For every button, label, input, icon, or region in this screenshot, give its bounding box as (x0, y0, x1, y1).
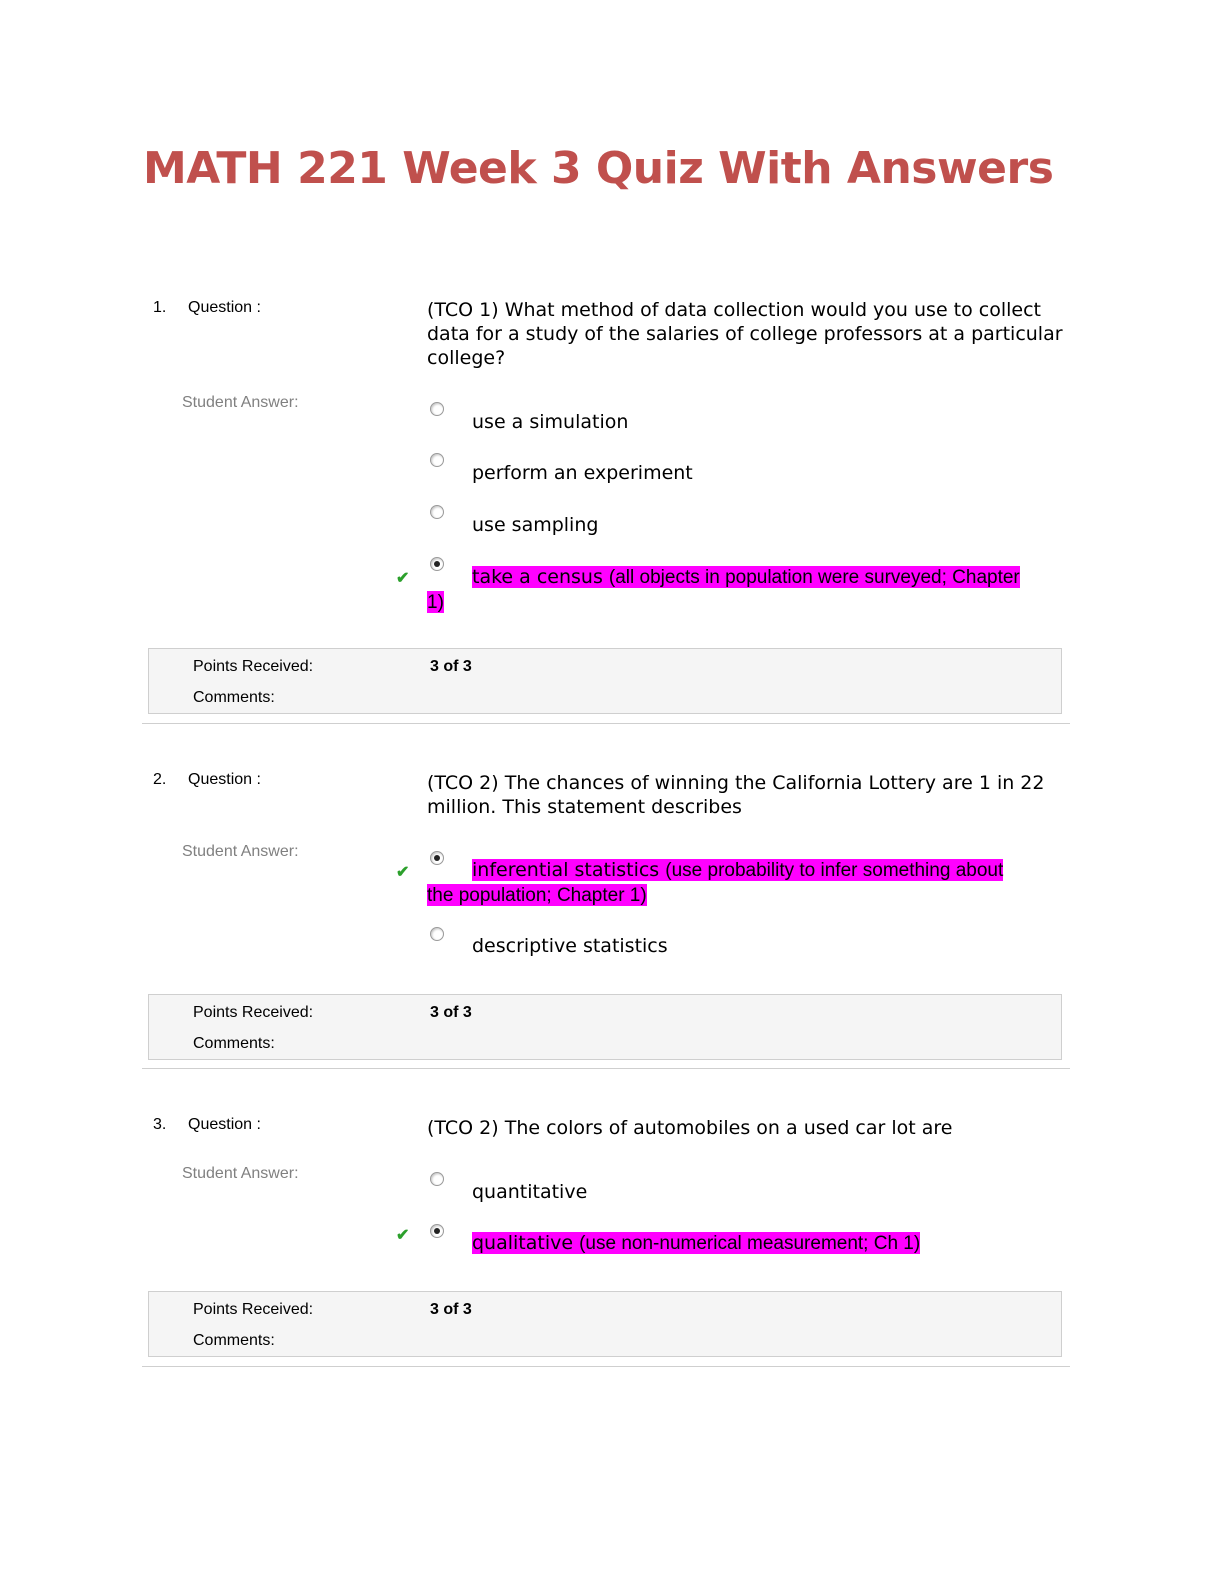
question-label: Question : (188, 1116, 261, 1133)
correct-check-icon: ✔ (396, 1227, 410, 1244)
points-received-value: 3 of 3 (430, 1004, 472, 1021)
question-number: 1. (153, 299, 167, 316)
option-text-correct (427, 1231, 1027, 1256)
question-label: Question : (188, 299, 261, 316)
student-answer-label: Student Answer: (182, 1165, 299, 1182)
option-text: quantitative (472, 1181, 588, 1203)
correct-answer-highlight (427, 859, 1003, 906)
points-received-label: Points Received: (193, 658, 314, 675)
comments-label: Comments: (193, 689, 275, 706)
option-text: use sampling (472, 514, 599, 536)
question-text: (TCO 1) What method of data collection would you use to collect data for a study of the salaries of college professors at a particular college? (427, 299, 1063, 369)
points-box (148, 648, 1062, 714)
correct-check-icon: ✔ (396, 864, 410, 881)
points-received-label: Points Received: (193, 1301, 314, 1318)
student-answer-label: Student Answer: (182, 394, 299, 411)
points-received-label: Points Received: (193, 1004, 314, 1021)
answer-note: (use non-numerical measurement; Ch 1) (579, 1233, 921, 1254)
option-text-correct (427, 565, 1027, 615)
separator (142, 1068, 1070, 1069)
separator (142, 723, 1070, 724)
correct-answer-highlight (472, 1232, 920, 1254)
answer-note: (all objects in population were surveyed; Chapter 1) (427, 567, 1020, 613)
question-number: 3. (153, 1116, 167, 1133)
answer-label: qualitative (472, 1232, 574, 1254)
question-label: Question : (188, 771, 261, 788)
comments-label: Comments: (193, 1332, 275, 1349)
points-box (148, 1291, 1062, 1357)
points-received-value: 3 of 3 (430, 1301, 472, 1318)
comments-label: Comments: (193, 1035, 275, 1052)
question-text: (TCO 2) The colors of automobiles on a used car lot are (427, 1117, 953, 1139)
student-answer-label: Student Answer: (182, 843, 299, 860)
page-title: MATH 221 Week 3 Quiz With Answers (143, 143, 1054, 194)
option-text: use a simulation (472, 411, 629, 433)
points-box (148, 994, 1062, 1060)
separator (142, 1366, 1070, 1367)
points-received-value: 3 of 3 (430, 658, 472, 675)
option-text-correct (427, 858, 1027, 908)
answer-note: (use probability to infer something about the population; Chapter 1) (427, 860, 1004, 906)
question-number: 2. (153, 771, 167, 788)
correct-check-icon: ✔ (396, 570, 410, 587)
option-text: perform an experiment (472, 462, 693, 484)
correct-answer-highlight (427, 566, 1020, 613)
option-text: descriptive statistics (472, 935, 668, 957)
question-text: (TCO 2) The chances of winning the California Lottery are 1 in 22 million. This statement describes (427, 772, 1045, 818)
answer-label: take a census (472, 566, 603, 588)
answer-label: inferential statistics (472, 859, 660, 881)
